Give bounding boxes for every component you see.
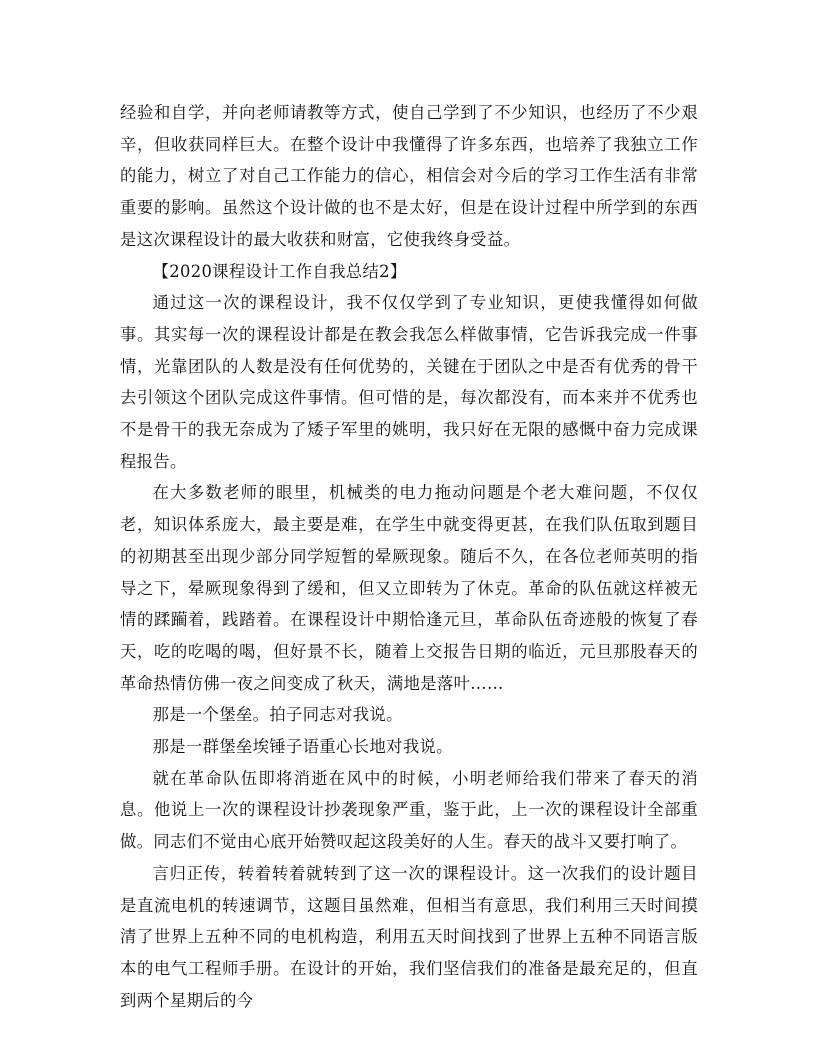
paragraph-3: 那是一个堡垒。拍子同志对我说。 [152, 705, 403, 725]
paragraph-2: 在大多数老师的眼里，机械类的电力拖动问题是个老大难问题，不仅仅老，知识体系庞大，最主要是难，在学生中就变得更甚，在我们队伍取到题目的初期甚至出现少部分同学短暂的晕厥现象。随后不久，在各位老师英明的指导之下，晕厥现象得到了缓和，但又立即转为了休克。革命的队伍就这样被无情的蹂躏着，践踏着。在课程设计中期恰逢元旦，革命队伍奇迹般的恢复了春天，吃的吃喝的喝，但好景不长，随着上交报告日期的临近，元旦那股春天的革命热情仿佛一夜之间变成了秋天，满地是落叶…… [120, 483, 698, 693]
paragraph-6: 言归正传，转着转着就转到了这一次的课程设计。这一次我们的设计题目是直流电机的转速调节，这题目虽然难，但相当有意思，我们利用三天时间摸清了世界上五种不同的电机构造，利用五天时间找到了世界上五种不同语言版本的电气工程师手册。在设计的开始，我们坚信我们的准备是最充足的，但直到两个星期后的今 [120, 863, 698, 1010]
paragraph-5: 就在革命队伍即将消逝在风中的时候，小明老师给我们带来了春天的消息。他说上一次的课程设计抄袭现象严重，鉴于此，上一次的课程设计全部重做。同志们不觉由心底开始赞叹起这段美好的人生。春天的战斗又要打响了。 [120, 768, 698, 852]
section-heading: 【2020课程设计工作自我总结2】 [152, 261, 407, 281]
document-page [120, 97, 698, 1016]
paragraph-1: 通过这一次的课程设计，我不仅仅学到了专业知识，更使我懂得如何做事。其实每一次的课程设计都是在教会我怎么样做事情，它告诉我完成一件事情，光靠团队的人数是没有任何优势的，关键在于团队之中是否有优秀的骨干去引领这个团队完成这件事情。但可惜的是，每次都没有，而本来并不优秀也不是骨干的我无奈成为了矮子军里的姚明，我只好在无限的感慨中奋力完成课程报告。 [120, 293, 698, 471]
paragraph-4: 那是一群堡垒埃锤子语重心长地对我说。 [152, 737, 453, 757]
paragraph-intro: 经验和自学，并向老师请教等方式，使自己学到了不少知识，也经历了不少艰辛，但收获同样巨大。在整个设计中我懂得了许多东西，也培养了我独立工作的能力，树立了对自己工作能力的信心，相信会对今后的学习工作生活有非常重要的影响。虽然这个设计做的也不是太好，但是在设计过程中所学到的东西是这次课程设计的最大收获和财富，它使我终身受益。 [120, 103, 698, 249]
